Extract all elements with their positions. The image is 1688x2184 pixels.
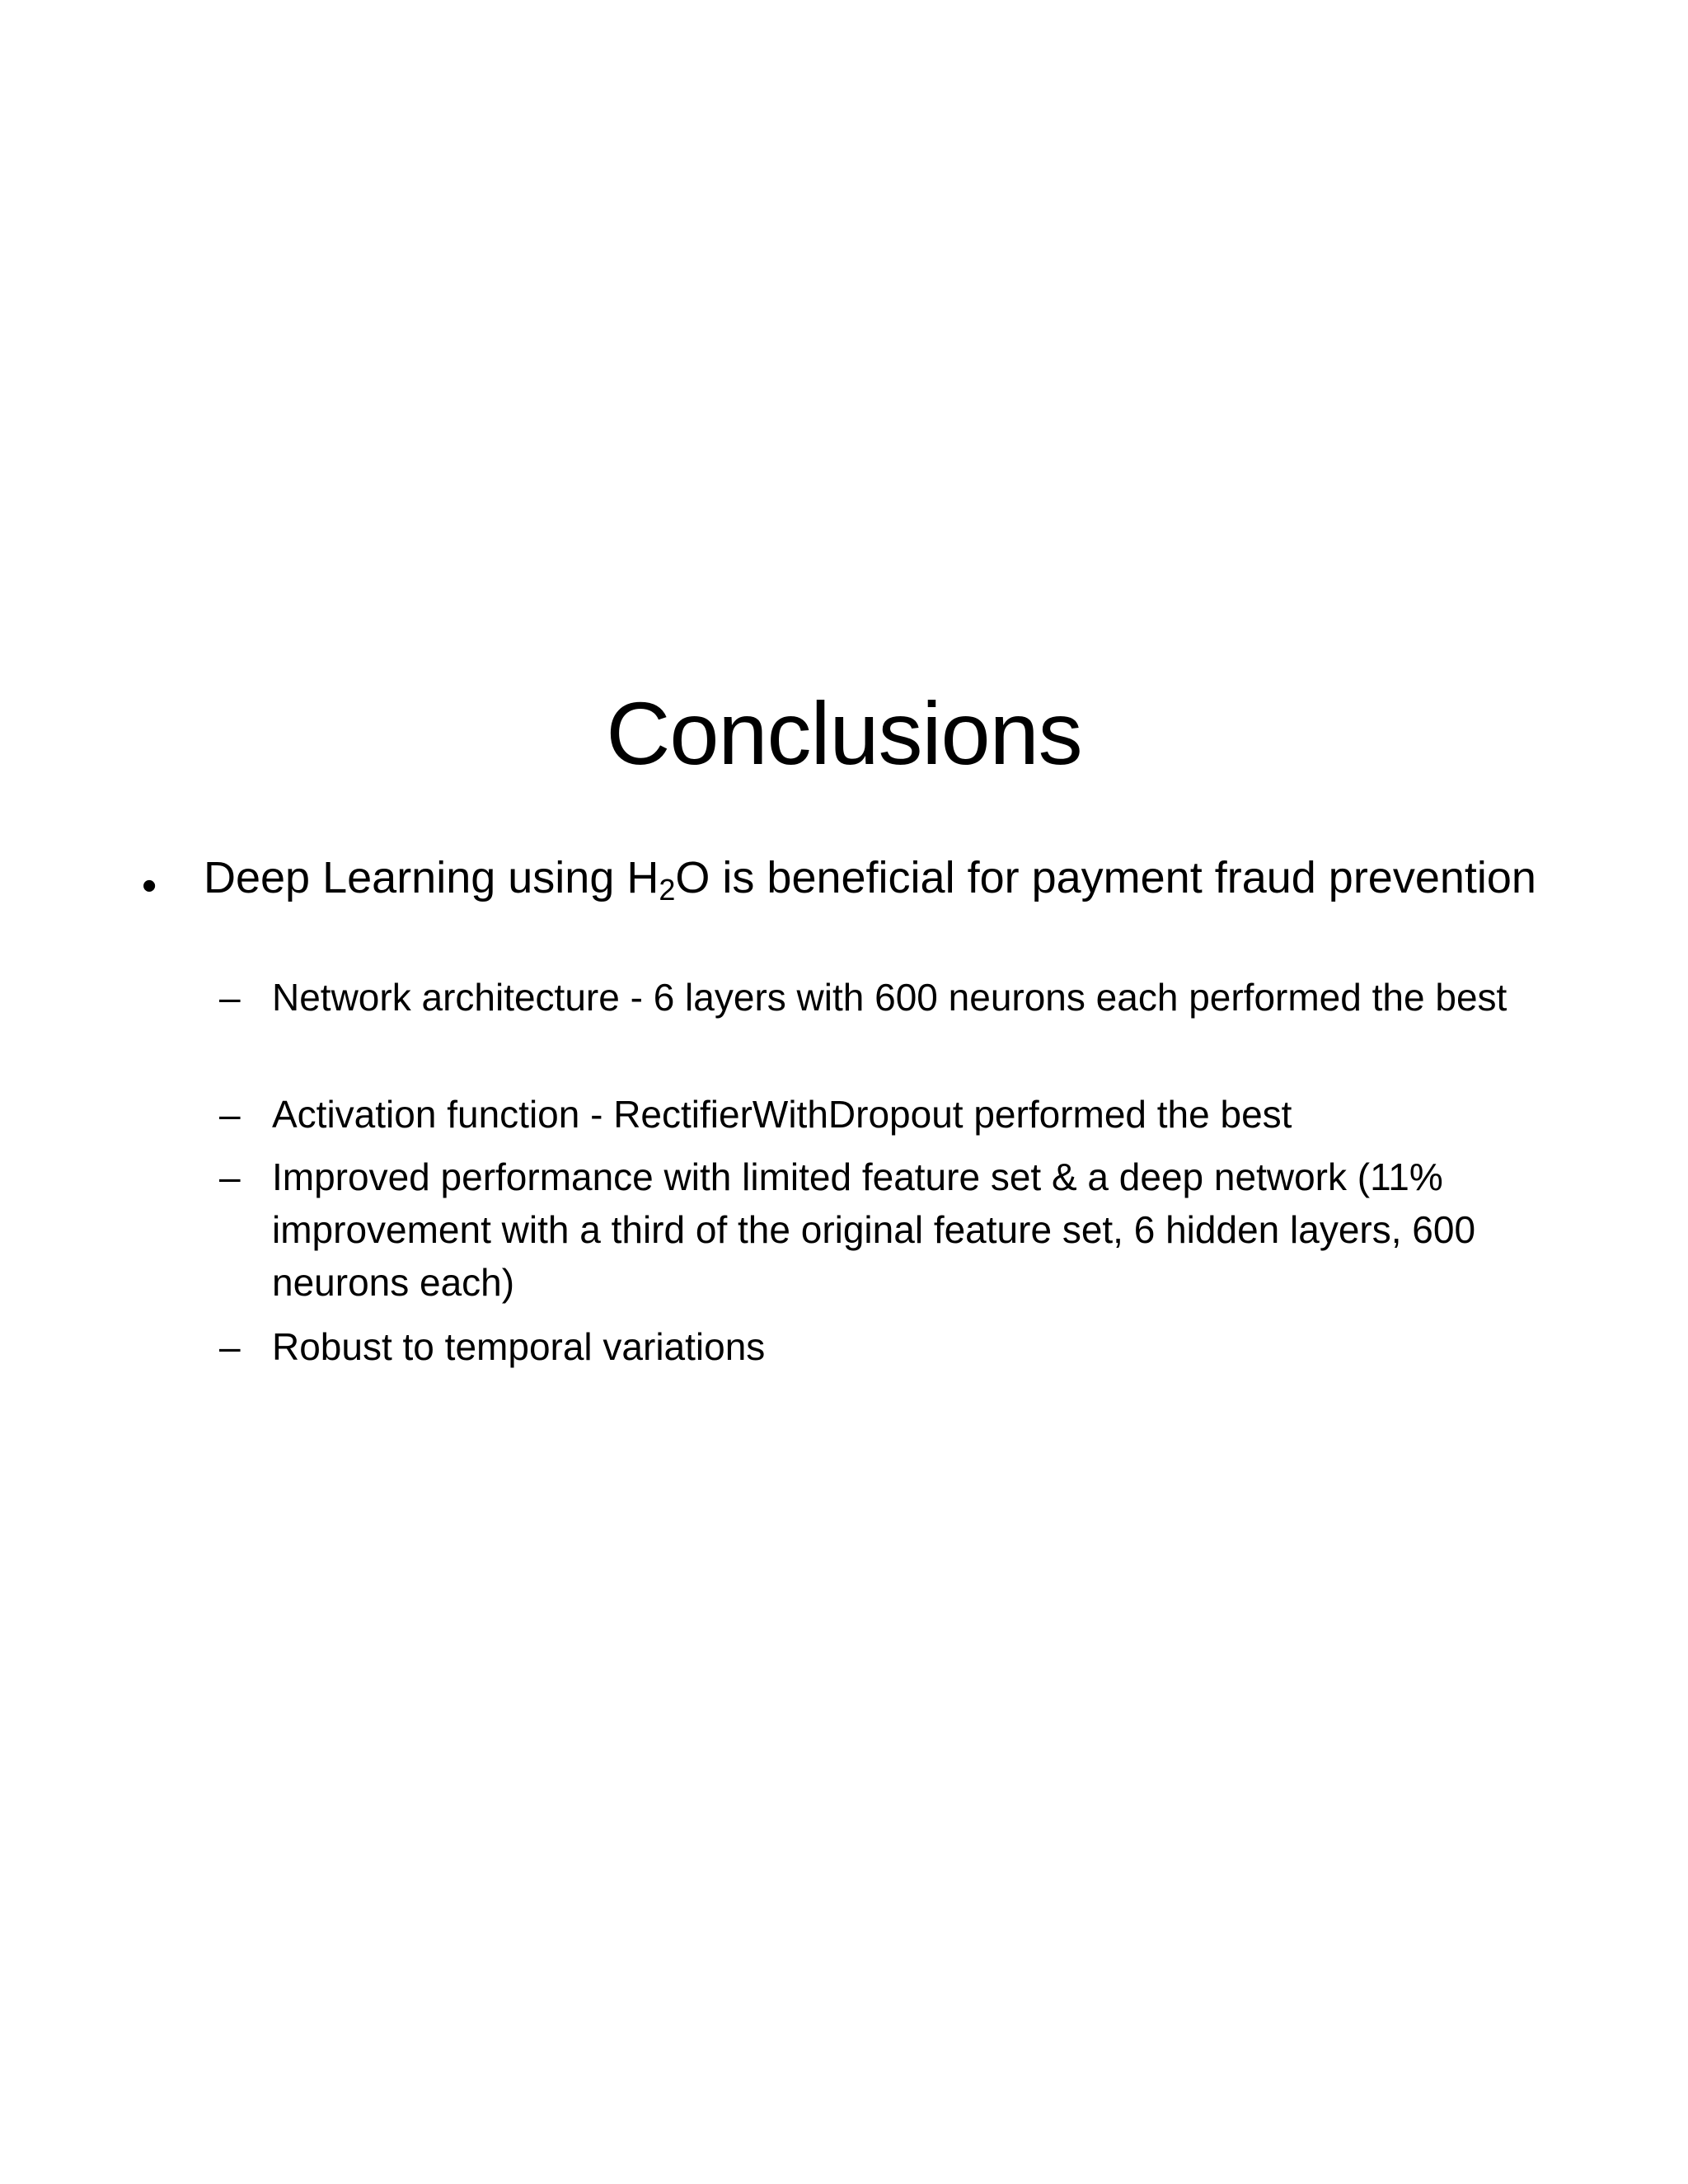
main-bullet-subscript: 2 (659, 873, 676, 907)
main-bullet-text (204, 847, 1555, 908)
dash-marker: – (219, 1093, 241, 1136)
sub-bullet-text: Activation function - RectifierWithDropout performed the best (272, 1093, 1292, 1136)
sub-bullet-text: Improved performance with limited feature set & a deep network (11% improvement with a third of the original feature set, 6 hidden layers, 600 neurons each) (272, 1155, 1476, 1304)
dash-marker: – (219, 976, 241, 1019)
main-bullet-text-part-1: Deep Learning using H (204, 853, 659, 902)
dash-marker: – (219, 1155, 241, 1198)
slide-title: Conclusions (606, 683, 1082, 783)
dash-marker: – (219, 1325, 241, 1368)
main-bullet-text-part-2: O is beneficial for payment fraud prevention (675, 853, 1536, 902)
sub-bullet-text: Network architecture - 6 layers with 600 neurons each performed the best (272, 976, 1507, 1019)
bullet-marker: • (142, 862, 157, 910)
sub-bullet-text: Robust to temporal variations (272, 1325, 766, 1368)
